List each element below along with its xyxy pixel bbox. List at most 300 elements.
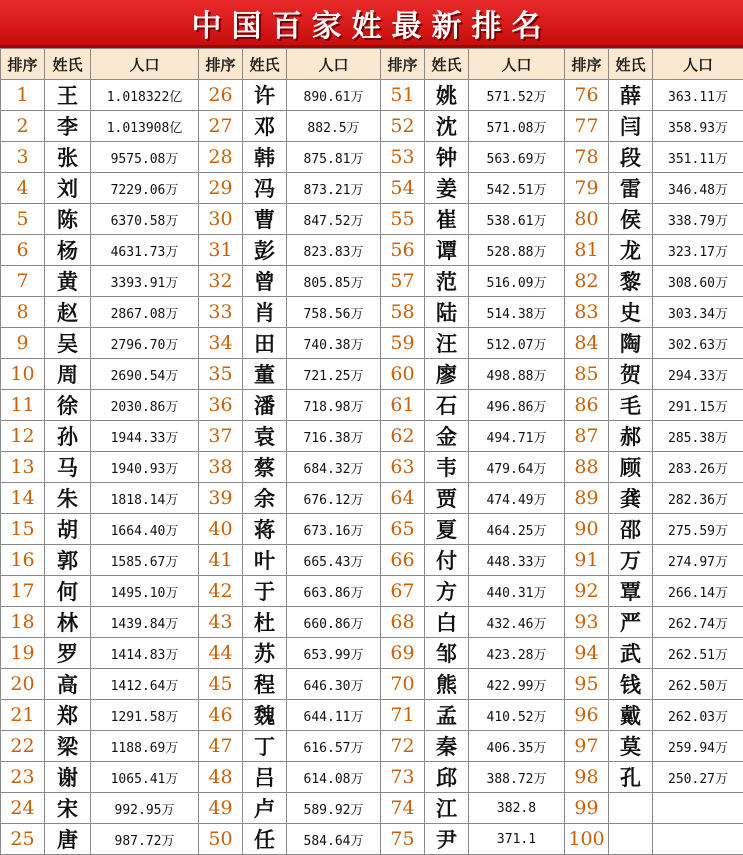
population-cell: 6370.58万 [91,204,199,235]
surname-cell: 谢 [45,762,91,793]
population-cell: 423.28万 [469,638,565,669]
rank-cell: 70 [381,669,425,700]
rank-cell: 19 [1,638,45,669]
surname-cell: 周 [45,359,91,390]
surname-cell: 夏 [425,514,469,545]
population-cell: 1439.84万 [91,607,199,638]
rank-cell: 41 [199,545,243,576]
population-cell: 646.30万 [287,669,381,700]
table-row [1,328,743,359]
rank-cell: 84 [565,328,609,359]
population-cell: 875.81万 [287,142,381,173]
population-cell: 338.79万 [653,204,743,235]
surname-cell: 韦 [425,452,469,483]
header-surname: 姓氏 [425,49,469,80]
surname-cell: 薛 [609,80,653,111]
population-cell: 1940.93万 [91,452,199,483]
population-cell: 890.61万 [287,80,381,111]
table-row [1,235,743,266]
population-cell: 262.51万 [653,638,743,669]
population-cell: 4631.73万 [91,235,199,266]
rank-cell: 62 [381,421,425,452]
population-cell: 351.11万 [653,142,743,173]
rank-cell: 46 [199,700,243,731]
table-row [1,669,743,700]
rank-cell: 39 [199,483,243,514]
rank-cell: 17 [1,576,45,607]
table-row [1,359,743,390]
population-cell: 571.08万 [469,111,565,142]
rank-cell: 54 [381,173,425,204]
page-title: 中国百家姓最新排名 [192,1,552,45]
rank-cell: 45 [199,669,243,700]
surname-cell: 刘 [45,173,91,204]
rank-cell: 28 [199,142,243,173]
rank-cell: 23 [1,762,45,793]
population-cell: 512.07万 [469,328,565,359]
rank-cell: 3 [1,142,45,173]
population-cell: 516.09万 [469,266,565,297]
header-rank: 排序 [565,49,609,80]
surname-cell: 肖 [243,297,287,328]
population-cell: 285.38万 [653,421,743,452]
rank-cell: 34 [199,328,243,359]
population-cell: 665.43万 [287,545,381,576]
rank-cell: 76 [565,80,609,111]
rank-cell: 36 [199,390,243,421]
rank-cell: 25 [1,824,45,855]
surname-cell: 何 [45,576,91,607]
rank-cell: 2 [1,111,45,142]
surname-cell: 蔡 [243,452,287,483]
rank-cell: 8 [1,297,45,328]
rank-cell: 52 [381,111,425,142]
surname-cell: 韩 [243,142,287,173]
table-row [1,173,743,204]
rank-cell: 97 [565,731,609,762]
surname-cell: 贺 [609,359,653,390]
population-cell [653,824,743,855]
rank-cell: 63 [381,452,425,483]
surname-cell: 余 [243,483,287,514]
rank-cell: 16 [1,545,45,576]
rank-cell: 40 [199,514,243,545]
rank-cell: 18 [1,607,45,638]
surname-cell: 白 [425,607,469,638]
population-cell: 660.86万 [287,607,381,638]
population-cell: 274.97万 [653,545,743,576]
population-cell: 614.08万 [287,762,381,793]
surname-cell: 陶 [609,328,653,359]
population-cell: 1944.33万 [91,421,199,452]
rank-cell: 11 [1,390,45,421]
population-cell: 644.11万 [287,700,381,731]
surname-cell: 钱 [609,669,653,700]
surname-cell: 金 [425,421,469,452]
rank-cell: 60 [381,359,425,390]
population-cell: 1664.40万 [91,514,199,545]
rank-cell: 30 [199,204,243,235]
population-cell: 563.69万 [469,142,565,173]
rank-cell: 53 [381,142,425,173]
population-cell: 823.83万 [287,235,381,266]
rank-cell: 32 [199,266,243,297]
table-row [1,762,743,793]
surname-cell: 龙 [609,235,653,266]
population-cell: 3393.91万 [91,266,199,297]
rank-cell: 78 [565,142,609,173]
table-row [1,80,743,111]
population-cell: 873.21万 [287,173,381,204]
rank-cell: 9 [1,328,45,359]
surname-cell: 吕 [243,762,287,793]
surname-cell: 任 [243,824,287,855]
population-cell: 1065.41万 [91,762,199,793]
surname-cell: 石 [425,390,469,421]
population-cell: 1495.10万 [91,576,199,607]
surname-cell: 姚 [425,80,469,111]
population-cell: 266.14万 [653,576,743,607]
table-row [1,607,743,638]
surname-cell: 段 [609,142,653,173]
rank-cell: 79 [565,173,609,204]
population-cell: 262.03万 [653,700,743,731]
rank-cell: 7 [1,266,45,297]
population-cell: 363.11万 [653,80,743,111]
surname-cell: 李 [45,111,91,142]
population-cell: 479.64万 [469,452,565,483]
surname-cell: 范 [425,266,469,297]
population-cell: 1291.58万 [91,700,199,731]
surname-cell: 郭 [45,545,91,576]
population-cell: 371.1 [469,824,565,855]
rank-cell: 14 [1,483,45,514]
population-cell: 616.57万 [287,731,381,762]
population-cell: 262.50万 [653,669,743,700]
population-cell: 282.36万 [653,483,743,514]
rank-cell: 13 [1,452,45,483]
rank-cell: 20 [1,669,45,700]
population-cell: 291.15万 [653,390,743,421]
table-row [1,638,743,669]
rank-cell: 94 [565,638,609,669]
rank-cell: 55 [381,204,425,235]
population-cell: 653.99万 [287,638,381,669]
surname-cell: 武 [609,638,653,669]
surname-cell: 林 [45,607,91,638]
population-cell: 740.38万 [287,328,381,359]
header-population: 人口 [287,49,381,80]
population-cell: 432.46万 [469,607,565,638]
header-population: 人口 [653,49,743,80]
rank-cell: 1 [1,80,45,111]
rank-cell: 5 [1,204,45,235]
population-cell: 2690.54万 [91,359,199,390]
rank-cell: 15 [1,514,45,545]
rank-cell: 82 [565,266,609,297]
rank-cell: 27 [199,111,243,142]
population-cell: 992.95万 [91,793,199,824]
surname-cell: 侯 [609,204,653,235]
rank-cell: 35 [199,359,243,390]
surname-cell: 宋 [45,793,91,824]
rank-cell: 48 [199,762,243,793]
surname-cell: 廖 [425,359,469,390]
rank-cell: 64 [381,483,425,514]
population-cell: 673.16万 [287,514,381,545]
population-cell: 7229.06万 [91,173,199,204]
rank-cell: 10 [1,359,45,390]
surname-cell: 徐 [45,390,91,421]
rank-cell: 4 [1,173,45,204]
surname-cell: 邓 [243,111,287,142]
surname-cell: 丁 [243,731,287,762]
population-cell: 589.92万 [287,793,381,824]
population-cell: 250.27万 [653,762,743,793]
rank-cell: 31 [199,235,243,266]
rank-cell: 44 [199,638,243,669]
population-cell: 514.38万 [469,297,565,328]
population-cell: 571.52万 [469,80,565,111]
surname-cell: 汪 [425,328,469,359]
table-row [1,731,743,762]
surname-cell: 郑 [45,700,91,731]
surname-cell: 孙 [45,421,91,452]
population-cell: 1414.83万 [91,638,199,669]
rank-cell: 49 [199,793,243,824]
population-cell: 1.018322亿 [91,80,199,111]
table-row [1,576,743,607]
population-cell: 9575.08万 [91,142,199,173]
surname-cell: 彭 [243,235,287,266]
surname-cell: 曾 [243,266,287,297]
header-rank: 排序 [381,49,425,80]
table-row [1,700,743,731]
population-cell: 542.51万 [469,173,565,204]
surname-cell: 袁 [243,421,287,452]
rank-cell: 85 [565,359,609,390]
rank-cell: 88 [565,452,609,483]
surname-cell: 高 [45,669,91,700]
surname-cell: 曹 [243,204,287,235]
surname-cell: 崔 [425,204,469,235]
population-cell: 262.74万 [653,607,743,638]
surname-cell [609,824,653,855]
surname-cell: 钟 [425,142,469,173]
population-cell: 259.94万 [653,731,743,762]
rank-cell: 96 [565,700,609,731]
rank-cell: 50 [199,824,243,855]
surname-cell: 朱 [45,483,91,514]
rank-cell: 77 [565,111,609,142]
population-cell: 346.48万 [653,173,743,204]
surname-cell: 戴 [609,700,653,731]
surname-cell: 邹 [425,638,469,669]
population-cell: 584.64万 [287,824,381,855]
surname-cell: 陈 [45,204,91,235]
population-cell: 308.60万 [653,266,743,297]
population-cell: 1188.69万 [91,731,199,762]
rank-cell: 80 [565,204,609,235]
rank-cell: 90 [565,514,609,545]
surname-cell: 覃 [609,576,653,607]
table-body [1,80,743,855]
rank-cell: 6 [1,235,45,266]
population-cell: 2796.70万 [91,328,199,359]
surname-cell: 郝 [609,421,653,452]
surname-cell: 潘 [243,390,287,421]
surname-cell: 程 [243,669,287,700]
rank-cell: 71 [381,700,425,731]
surname-cell: 冯 [243,173,287,204]
surname-cell: 沈 [425,111,469,142]
rank-cell: 95 [565,669,609,700]
rank-cell: 56 [381,235,425,266]
surname-cell: 史 [609,297,653,328]
surname-cell [609,793,653,824]
surname-cell: 严 [609,607,653,638]
surname-cell: 罗 [45,638,91,669]
rank-cell: 100 [565,824,609,855]
rank-cell: 74 [381,793,425,824]
rank-cell: 22 [1,731,45,762]
population-cell: 987.72万 [91,824,199,855]
population-cell: 498.88万 [469,359,565,390]
rank-cell: 26 [199,80,243,111]
header-surname: 姓氏 [609,49,653,80]
rank-cell: 38 [199,452,243,483]
population-cell: 676.12万 [287,483,381,514]
population-cell: 275.59万 [653,514,743,545]
surname-cell: 卢 [243,793,287,824]
population-cell: 303.34万 [653,297,743,328]
page-title-banner [0,0,743,48]
header-population: 人口 [469,49,565,80]
header-population: 人口 [91,49,199,80]
population-cell: 388.72万 [469,762,565,793]
surname-cell: 梁 [45,731,91,762]
surname-cell: 王 [45,80,91,111]
surname-cell: 田 [243,328,287,359]
population-cell: 302.63万 [653,328,743,359]
population-cell: 382.8 [469,793,565,824]
surname-cell: 于 [243,576,287,607]
rank-cell: 59 [381,328,425,359]
rank-cell: 66 [381,545,425,576]
rank-cell: 98 [565,762,609,793]
rank-cell: 12 [1,421,45,452]
population-cell: 323.17万 [653,235,743,266]
surname-cell: 张 [45,142,91,173]
table-row [1,514,743,545]
rank-cell: 72 [381,731,425,762]
rank-cell: 51 [381,80,425,111]
surname-cell: 邵 [609,514,653,545]
surname-cell: 姜 [425,173,469,204]
population-cell: 805.85万 [287,266,381,297]
rank-cell: 61 [381,390,425,421]
rank-cell: 89 [565,483,609,514]
population-cell: 2867.08万 [91,297,199,328]
rank-cell: 57 [381,266,425,297]
population-cell: 758.56万 [287,297,381,328]
table-row [1,142,743,173]
rank-cell: 87 [565,421,609,452]
population-cell: 358.93万 [653,111,743,142]
population-cell: 718.98万 [287,390,381,421]
surname-cell: 谭 [425,235,469,266]
rank-cell: 33 [199,297,243,328]
surname-cell: 龚 [609,483,653,514]
surname-cell: 董 [243,359,287,390]
population-cell: 294.33万 [653,359,743,390]
surname-cell: 黎 [609,266,653,297]
rank-cell: 65 [381,514,425,545]
population-cell: 528.88万 [469,235,565,266]
surname-cell: 叶 [243,545,287,576]
population-cell: 1412.64万 [91,669,199,700]
table-row [1,421,743,452]
rank-cell: 75 [381,824,425,855]
population-cell: 882.5万 [287,111,381,142]
surname-ranking-table [0,48,743,855]
population-cell: 1818.14万 [91,483,199,514]
population-cell: 538.61万 [469,204,565,235]
surname-cell: 孔 [609,762,653,793]
rank-cell: 67 [381,576,425,607]
surname-cell: 吴 [45,328,91,359]
table-row [1,483,743,514]
header-surname: 姓氏 [243,49,287,80]
population-cell: 847.52万 [287,204,381,235]
surname-cell: 许 [243,80,287,111]
table-row [1,266,743,297]
surname-cell: 杨 [45,235,91,266]
surname-cell: 黄 [45,266,91,297]
surname-cell: 江 [425,793,469,824]
surname-cell: 闫 [609,111,653,142]
surname-cell: 蒋 [243,514,287,545]
table-row [1,452,743,483]
rank-cell: 43 [199,607,243,638]
header-surname: 姓氏 [45,49,91,80]
surname-cell: 秦 [425,731,469,762]
table-row [1,390,743,421]
population-cell: 1.013908亿 [91,111,199,142]
population-cell: 448.33万 [469,545,565,576]
surname-cell: 杜 [243,607,287,638]
rank-cell: 83 [565,297,609,328]
population-cell: 663.86万 [287,576,381,607]
surname-cell: 胡 [45,514,91,545]
rank-cell: 24 [1,793,45,824]
table-row [1,793,743,824]
table-row [1,297,743,328]
surname-cell: 魏 [243,700,287,731]
population-cell: 721.25万 [287,359,381,390]
surname-cell: 莫 [609,731,653,762]
surname-cell: 马 [45,452,91,483]
rank-cell: 69 [381,638,425,669]
population-cell: 440.31万 [469,576,565,607]
population-cell: 494.71万 [469,421,565,452]
header-row [1,49,743,80]
surname-cell: 孟 [425,700,469,731]
surname-cell: 熊 [425,669,469,700]
table-row [1,111,743,142]
surname-cell: 苏 [243,638,287,669]
population-cell: 422.99万 [469,669,565,700]
